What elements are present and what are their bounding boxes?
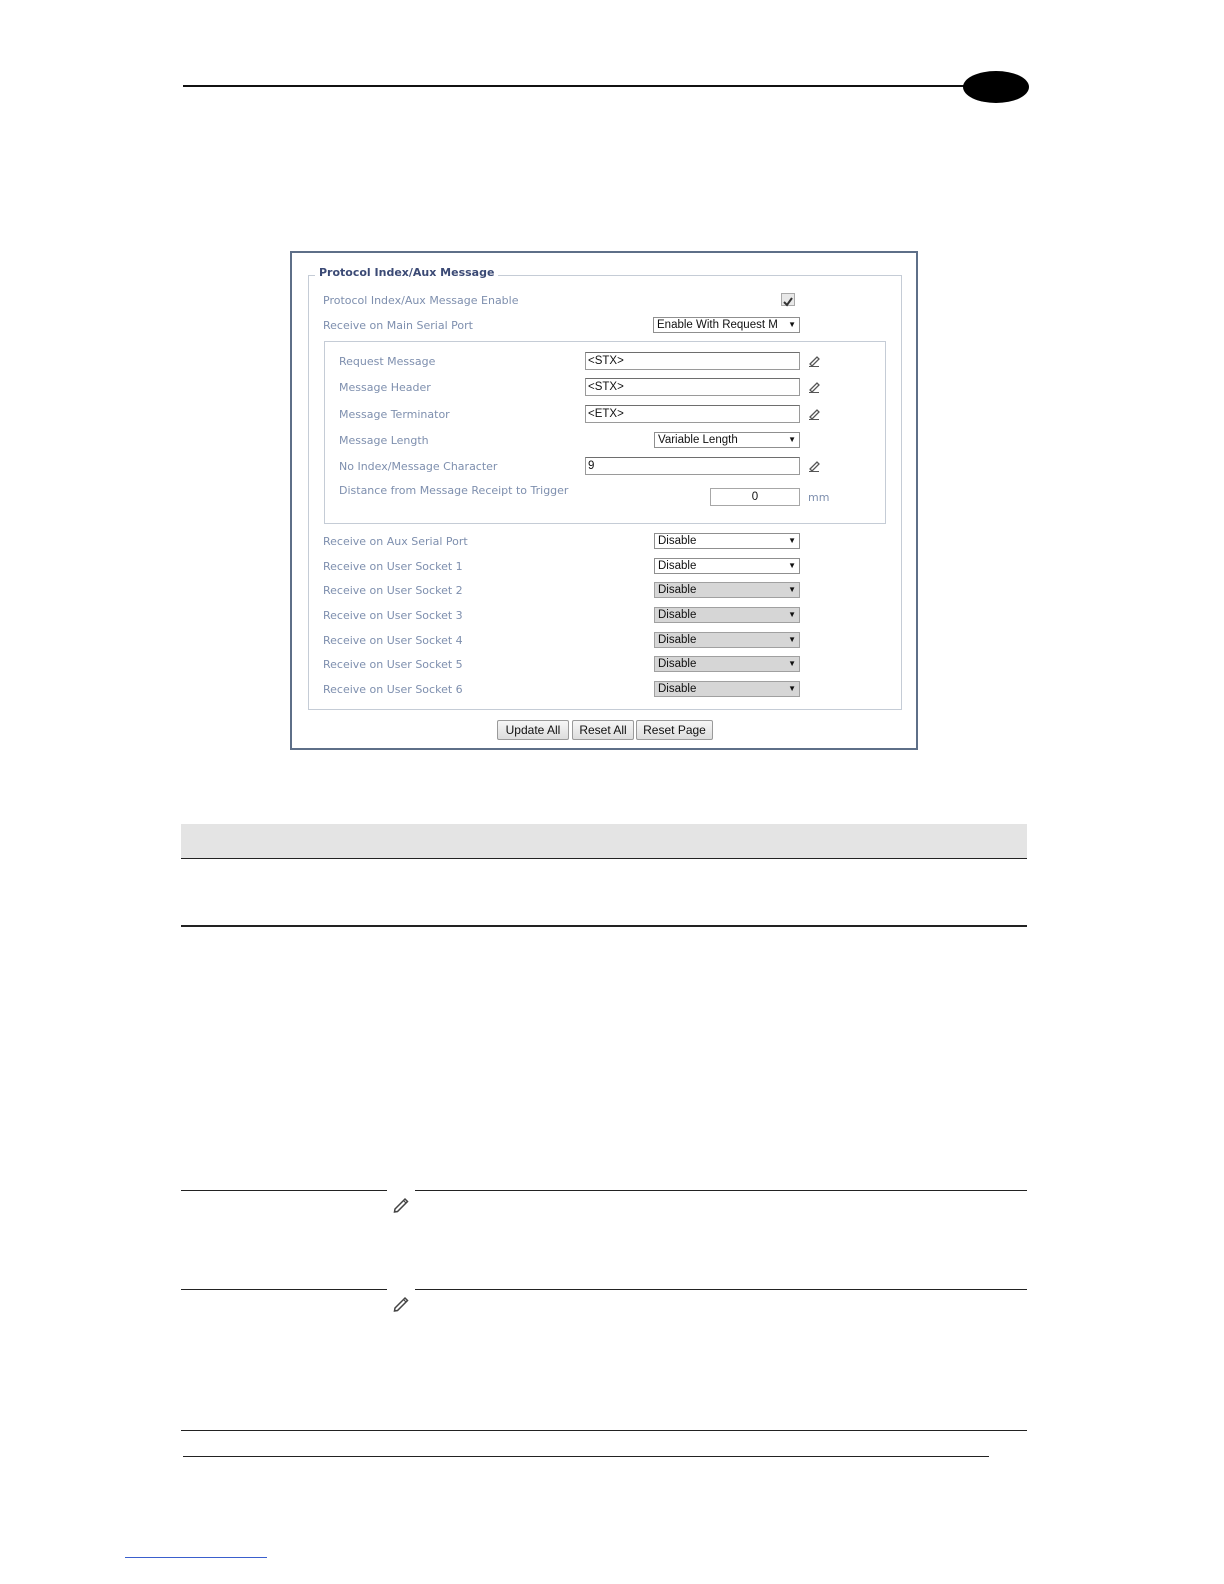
- request-message-input[interactable]: <STX>: [585, 352, 800, 370]
- socket-2-select[interactable]: [654, 582, 800, 598]
- socket-6-value: Disable: [658, 683, 697, 695]
- note-pencil-icon: [391, 1293, 411, 1313]
- socket-3-label: Receive on User Socket 3: [323, 609, 463, 622]
- socket-3-select[interactable]: [654, 607, 800, 623]
- message-terminator-input[interactable]: <ETX>: [585, 405, 800, 423]
- aux-port-select[interactable]: [654, 533, 800, 549]
- aux-port-value: Disable: [658, 535, 697, 547]
- socket-1-label: Receive on User Socket 1: [323, 560, 463, 573]
- pencil-icon[interactable]: [807, 459, 821, 473]
- chevron-down-icon: ▼: [788, 610, 796, 619]
- distance-unit: mm: [808, 491, 830, 504]
- request-message-label: Request Message: [339, 355, 436, 368]
- socket-1-value: Disable: [658, 560, 697, 572]
- table-rule: [181, 858, 1027, 859]
- socket-4-value: Disable: [658, 634, 697, 646]
- socket-1-select[interactable]: [654, 558, 800, 574]
- footer-rule: [183, 1456, 989, 1457]
- fieldset-legend: Protocol Index/Aux Message: [315, 266, 498, 279]
- distance-input[interactable]: 0: [710, 488, 800, 506]
- socket-6-select[interactable]: [654, 681, 800, 697]
- chevron-down-icon: ▼: [788, 635, 796, 644]
- message-header-input[interactable]: <STX>: [585, 378, 800, 396]
- chapter-badge: [963, 71, 1029, 103]
- checkbox-icon: [782, 296, 794, 307]
- message-terminator-label: Message Terminator: [339, 408, 450, 421]
- chevron-down-icon: ▼: [788, 435, 796, 444]
- socket-4-select[interactable]: [654, 632, 800, 648]
- note-end-rule: [181, 1430, 1027, 1431]
- table-bottom-rule: [181, 925, 1027, 927]
- main-port-select[interactable]: [653, 317, 800, 333]
- note-rule-right: [415, 1289, 1027, 1290]
- socket-4-label: Receive on User Socket 4: [323, 634, 463, 647]
- socket-6-label: Receive on User Socket 6: [323, 683, 463, 696]
- socket-2-label: Receive on User Socket 2: [323, 584, 463, 597]
- footer-link-underline[interactable]: [125, 1557, 267, 1558]
- note-rule-left: [181, 1190, 387, 1191]
- enable-label: Protocol Index/Aux Message Enable: [323, 294, 519, 307]
- chevron-down-icon: ▼: [788, 561, 796, 570]
- message-length-value: Variable Length: [658, 434, 738, 446]
- message-header-label: Message Header: [339, 381, 431, 394]
- pencil-icon[interactable]: [807, 380, 821, 394]
- message-length-label: Message Length: [339, 434, 429, 447]
- reset-page-button[interactable]: Reset Page: [636, 720, 713, 740]
- message-length-select[interactable]: [654, 432, 800, 448]
- aux-port-label: Receive on Aux Serial Port: [323, 535, 468, 548]
- chevron-down-icon: ▼: [788, 585, 796, 594]
- table-header-band: [181, 824, 1027, 858]
- socket-5-label: Receive on User Socket 5: [323, 658, 463, 671]
- update-all-button[interactable]: Update All: [497, 720, 569, 740]
- no-index-input[interactable]: 9: [585, 457, 800, 475]
- socket-5-value: Disable: [658, 658, 697, 670]
- no-index-label: No Index/Message Character: [339, 460, 498, 473]
- socket-5-select[interactable]: [654, 656, 800, 672]
- chevron-down-icon: ▼: [788, 536, 796, 545]
- chevron-down-icon: ▼: [788, 659, 796, 668]
- main-port-value: Enable With Request M: [657, 319, 778, 331]
- reset-all-button[interactable]: Reset All: [572, 720, 634, 740]
- distance-label: Distance from Message Receipt to Trigger: [339, 484, 569, 497]
- main-port-label: Receive on Main Serial Port: [323, 319, 473, 332]
- chevron-down-icon: ▼: [788, 684, 796, 693]
- pencil-icon[interactable]: [807, 407, 821, 421]
- note-rule-left: [181, 1289, 387, 1290]
- header-rule: [183, 85, 973, 87]
- enable-checkbox[interactable]: [781, 293, 795, 306]
- chevron-down-icon: ▼: [788, 320, 796, 329]
- note-pencil-icon: [391, 1194, 411, 1214]
- socket-3-value: Disable: [658, 609, 697, 621]
- pencil-icon[interactable]: [807, 354, 821, 368]
- socket-2-value: Disable: [658, 584, 697, 596]
- note-rule-right: [415, 1190, 1027, 1191]
